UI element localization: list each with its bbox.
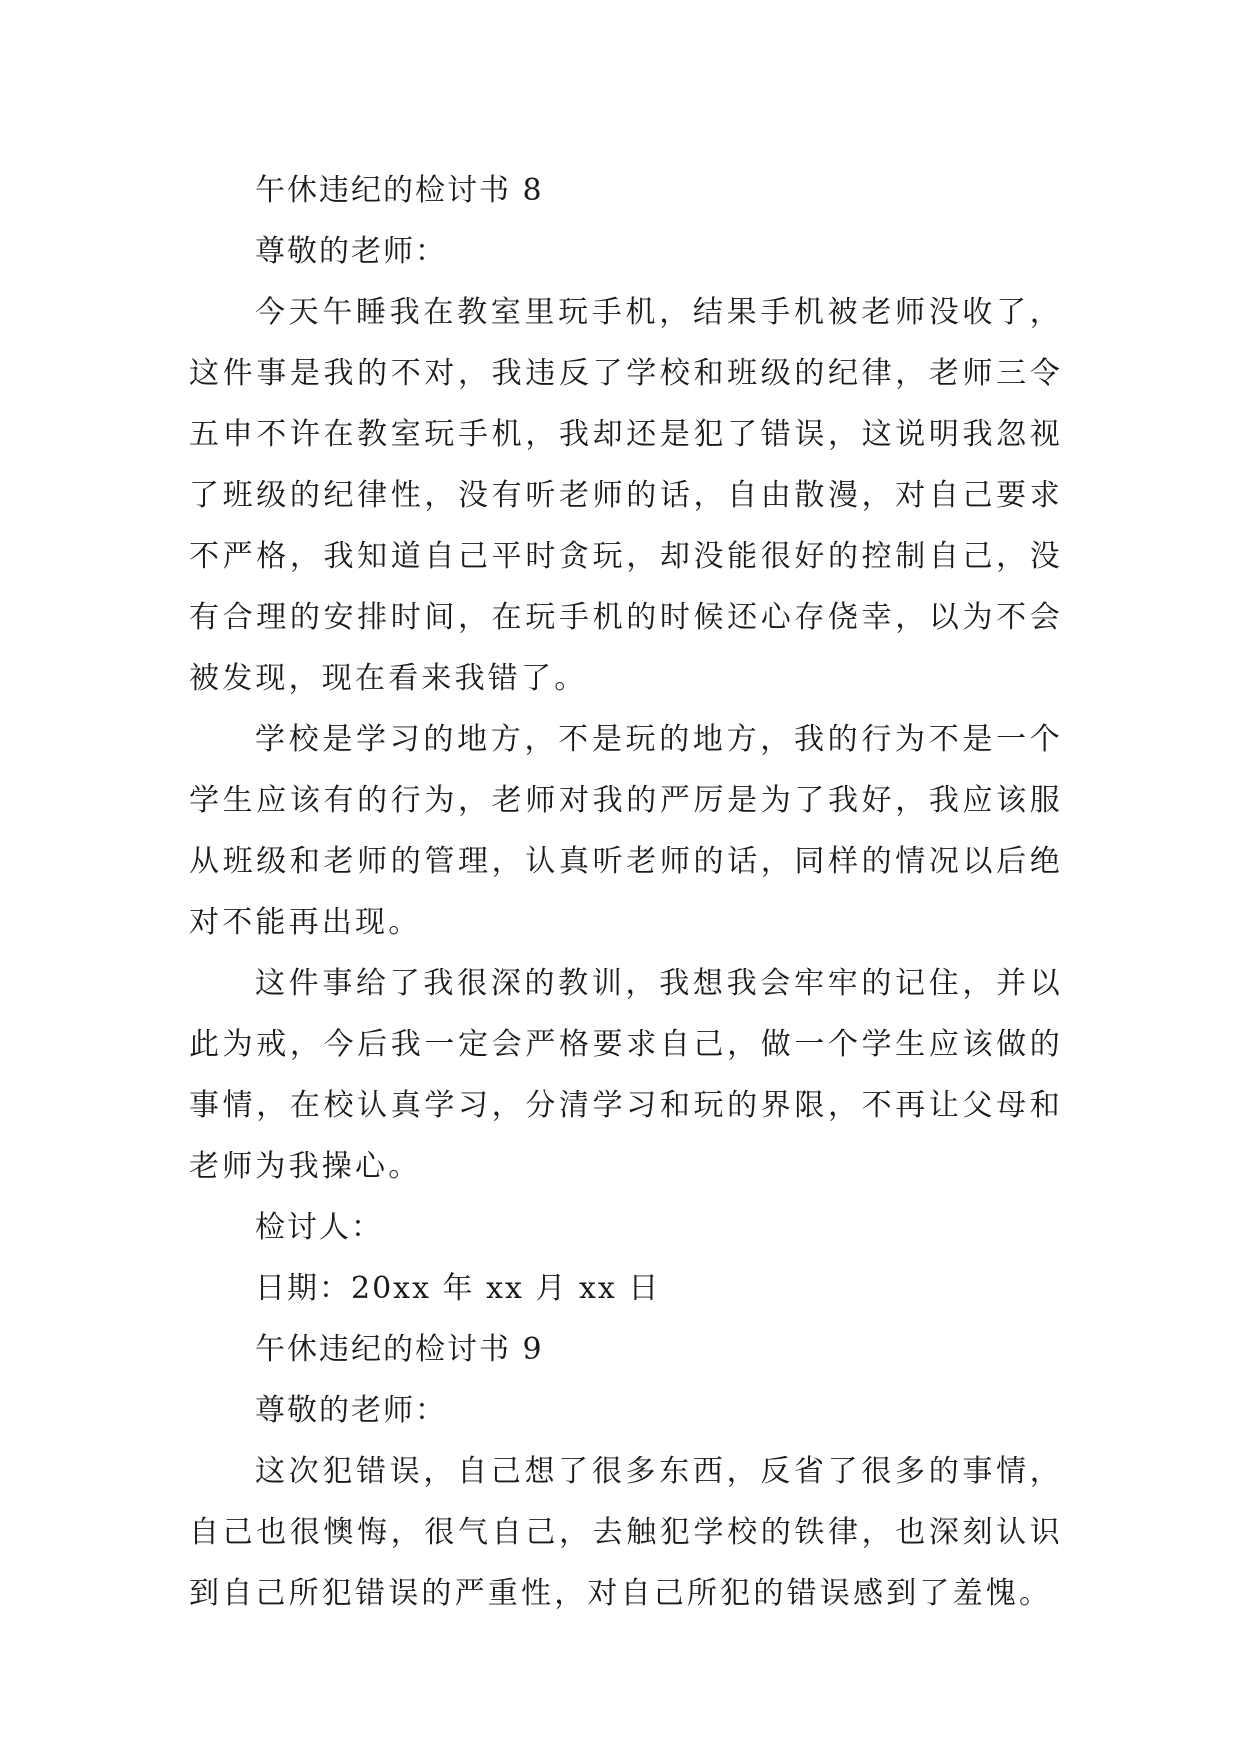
paragraph: 学校是学习的地方，不是玩的地方，我的行为不是一个学生应该有的行为，老师对我的严厉是为了我好，我应该服从班级和老师的管理，认真听老师的话，同样的情况以后绝对不能再出现。 — [189, 722, 1063, 940]
salutation: 尊敬的老师： — [255, 1393, 447, 1428]
section-title: 午休违纪的检讨书 9 — [255, 1332, 544, 1367]
paragraph: 这件事给了我很深的教训，我想我会牢牢的记住，并以此为戒，今后我一定会严格要求自己，做一个学生应该做的事情，在校认真学习，分清学习和玩的界限，不再让父母和老师为我操心。 — [189, 966, 1063, 1184]
salutation: 尊敬的老师： — [255, 234, 447, 269]
paragraph: 今天午睡我在教室里玩手机，结果手机被老师没收了，这件事是我的不对，我违反了学校和班级的纪律，老师三令五申不许在教室玩手机，我却还是犯了错误，这说明我忽视了班级的纪律性，没有听老师的话，自由散漫，对自己要求不严格，我知道自己平时贪玩，却没能很好的控制自己，没有合理的安排时间，在玩手机的时候还心存侥幸，以为不会被发现，现在看来我错了。 — [189, 295, 1063, 696]
document-body — [189, 160, 1063, 1624]
signature-line: 检讨人： — [255, 1210, 383, 1245]
section-title: 午休违纪的检讨书 8 — [255, 173, 544, 208]
paragraph: 这次犯错误，自己想了很多东西，反省了很多的事情，自己也很懊悔，很气自己，去触犯学校的铁律，也深刻认识到自己所犯错误的严重性，对自己所犯的错误感到了羞愧。 — [189, 1454, 1063, 1611]
date-line: 日期：20xx 年 xx 月 xx 日 — [255, 1271, 661, 1306]
